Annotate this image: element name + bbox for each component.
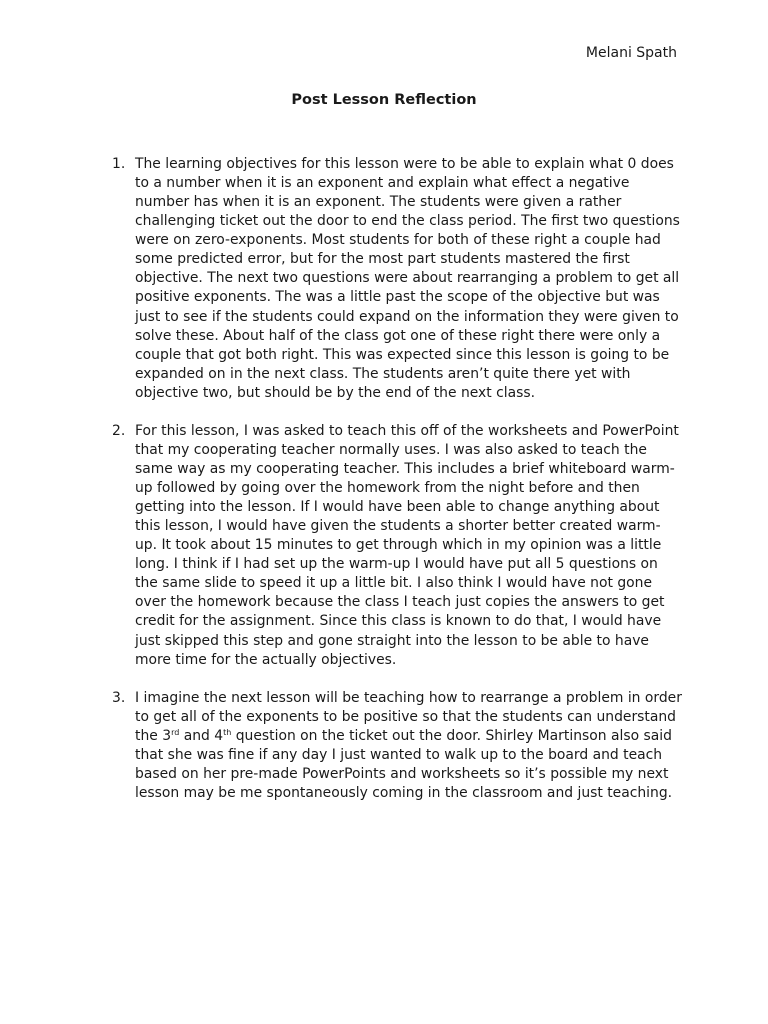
list-item bbox=[112, 155, 682, 403]
list-item bbox=[112, 689, 682, 803]
list-item bbox=[112, 422, 682, 670]
list-item-text: For this lesson, I was asked to teach this off of the worksheets and PowerPoint that my cooperating teacher normally uses. I was also asked to teach the same way as my cooperating teacher. This includes a brief whiteboard warm-up followed by going over the homework from the night before and then getting into the lesson. If I would have been able to change anything about this lesson, I would have given the students a shorter better created warm-up. It took about 15 minutes to get through which in my opinion was a little long. I think if I had set up the warm-up I would have put all 5 questions on the same slide to speed it up a little bit. I also think I would have not gone over the homework because the class I teach just copies the answers to get credit for the assignment. Since this class is known to do that, I would have just skipped this step and gone straight into the lesson to be able to have more time for the actually objectives. bbox=[135, 422, 679, 668]
text-segment: I imagine the next lesson will be teaching how to rearrange a problem in order to get all of the exponents to be positive so that the students can understand the 3 bbox=[135, 689, 682, 744]
author-name: Melani Spath bbox=[585, 45, 677, 61]
ordinal-suffix: rd bbox=[171, 727, 180, 737]
reflection-list bbox=[112, 155, 682, 822]
text-segment: question on the ticket out the door. Shirley Martinson also said that she was fine if any day I just wanted to walk up to the board and teach based on her pre-made PowerPoints and worksheets so it’s possible my next lesson may be me spontaneously coming in the classroom and just teaching. bbox=[135, 727, 673, 801]
text-segment: and 4 bbox=[179, 727, 224, 744]
list-item-number: 3. bbox=[112, 689, 126, 706]
document-title: Post Lesson Reflection bbox=[291, 92, 477, 108]
list-item-number: 1. bbox=[112, 156, 126, 172]
list-item-text bbox=[135, 689, 682, 803]
list-item-text: The learning objectives for this lesson were to be able to explain what 0 does to a number when it is an exponent and explain what effect a negative number has when it is an exponent. The students were given a rather challenging ticket out the door to end the class period. The first two questions were on zero-exponents. Most students for both of these right a couple had some predicted error, but for the most part students mastered the first objective. The next two questions were about rearranging a problem to get all positive exponents. The was a little past the scope of the objective but was just to see if the students could expand on the information they were given to solve these. About half of the class got one of these right there were only a couple that got both right. This was expected since this lesson is going to be expanded on in the next class. The students aren’t quite there yet with objective two, but should be by the end of the next class. bbox=[135, 156, 680, 401]
list-item-number: 2. bbox=[112, 422, 126, 439]
ordinal-suffix: th bbox=[223, 727, 232, 737]
